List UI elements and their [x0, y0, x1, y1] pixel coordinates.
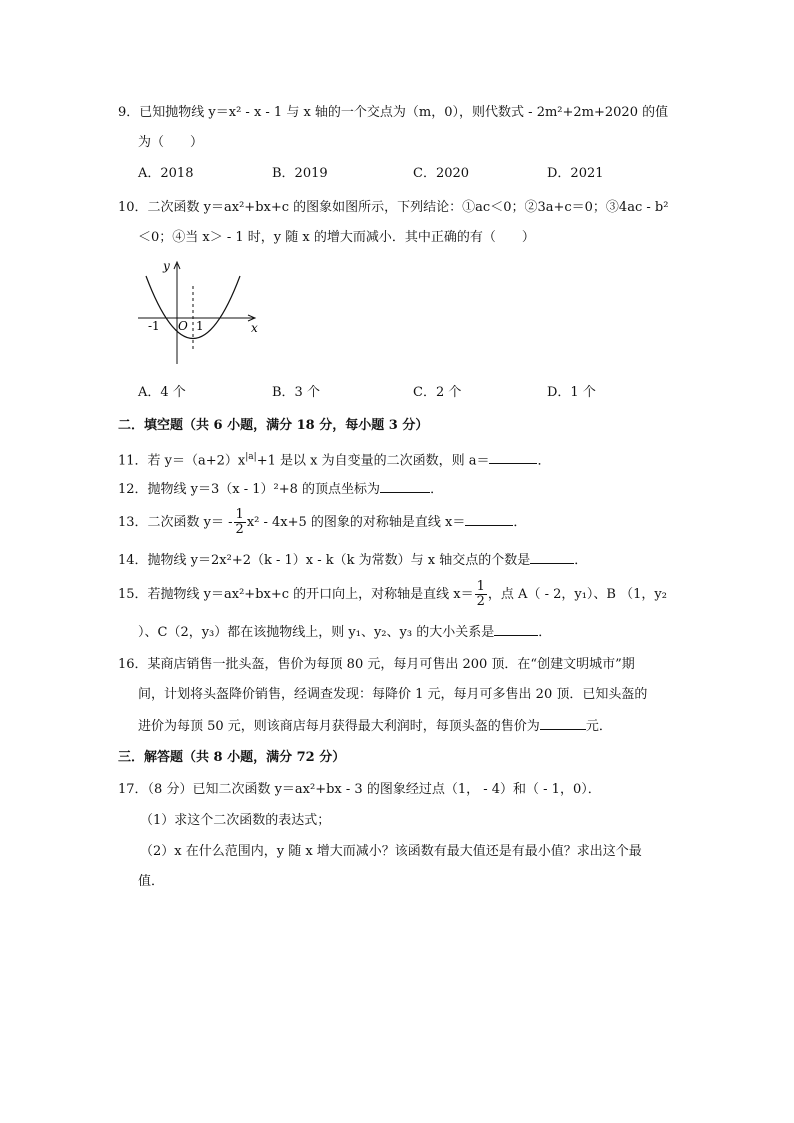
q15-frac-den: 2: [476, 594, 485, 609]
q9-line1: 9．已知抛物线 y＝x² - x - 1 与 x 轴的一个交点为（m，0），则代数式 - 2m²+2m+2020 的值: [118, 105, 669, 120]
q17-line1: 17．（8 分）已知二次函数 y＝ax²+bx - 3 的图象经过点（1， - 4）和（ - 1，0）．: [118, 782, 601, 797]
q16-line1: 16．某商店销售一批头盔，售价为每顶 80 元，每月可售出 200 顶．在“创建文明城市”期: [118, 657, 635, 672]
q11-pre: 11．若 y＝（a+2）x: [118, 453, 246, 469]
x-axis-label: x: [251, 321, 258, 335]
q17-part1: （1）求这个二次函数的表达式；: [140, 813, 331, 828]
neg-one-label: -1: [148, 319, 160, 333]
q13-answer-blank[interactable]: [465, 513, 513, 526]
q14-pre: 14．抛物线 y＝2x²+2（k - 1）x - k（k 为常数）与 x 轴交点的个数是: [118, 553, 531, 568]
q16-line2: 间，计划将头盔降价销售，经调查发现：每降价 1 元，每月可多售出 20 顶．已知头盔的: [138, 687, 648, 702]
q15-end: ．: [538, 625, 552, 640]
q16-answer-blank[interactable]: [540, 717, 586, 730]
q10-option-a: A．4 个: [138, 385, 186, 400]
q17-part2-cont: 值．: [138, 874, 165, 889]
q13-post: x² - 4x+5 的图象的对称轴是直线 x＝: [246, 515, 466, 530]
q15-line2-text: ）、C（2，y₃）都在该抛物线上，则 y₁、y₂、y₃ 的大小关系是: [138, 625, 495, 640]
q12-answer-blank[interactable]: [380, 480, 430, 493]
q9-option-a: A．2018: [138, 166, 194, 181]
q12-pre: 12．抛物线 y＝3（x - 1）²+8 的顶点坐标为: [118, 482, 381, 497]
q10-line2: ＜0；④当 x＞ - 1 时，y 随 x 的增大而减小．其中正确的有（ ）: [138, 230, 535, 245]
q11-end: ．: [537, 453, 551, 469]
q16-line3-pre: 进价为每顶 50 元，则该商店每月获得最大利润时，每顶头盔的售价为: [138, 719, 540, 734]
q14-answer-blank[interactable]: [530, 551, 574, 564]
q13-fraction: [234, 508, 246, 537]
y-axis-label: y: [163, 259, 170, 273]
q9-option-c: C．2020: [413, 166, 470, 181]
q9-option-d: D．2021: [547, 166, 604, 181]
q11: [118, 448, 551, 470]
q10-option-c: C．2 个: [413, 385, 462, 400]
q15-fraction: [475, 580, 487, 609]
q10-option-d: D．1 个: [547, 385, 596, 400]
q14: [118, 551, 587, 570]
q15-line2: [138, 623, 551, 642]
q16-line3: [138, 717, 612, 736]
section-fill-in-heading: 二．填空题（共 6 小题，满分 18 分，每小题 3 分）: [118, 418, 429, 433]
section-solution-heading: 三．解答题（共 8 小题，满分 72 分）: [118, 750, 346, 765]
q13: [118, 508, 526, 538]
q15-answer-blank[interactable]: [494, 623, 538, 636]
q12: [118, 480, 443, 499]
q12-end: ．: [430, 482, 444, 497]
q10-option-b: B．3 个: [272, 385, 320, 400]
q16-line3-end: 元．: [585, 719, 612, 734]
q9-option-b: B．2019: [272, 166, 328, 181]
one-label: 1: [196, 319, 204, 333]
q13-frac-num: 1: [235, 507, 244, 522]
q11-exponent: |a|: [245, 452, 257, 462]
q9-line2: 为（ ）: [138, 135, 204, 150]
q11-post: +1 是以 x 为自变量的二次函数，则 a＝: [256, 453, 490, 469]
q13-pre: 13．二次函数 y＝ -: [118, 515, 233, 530]
q11-answer-blank[interactable]: [489, 451, 537, 464]
q17-part2: （2）x 在什么范围内，y 随 x 增大而减小？该函数有最大值还是有最小值？求出这个最: [140, 844, 642, 859]
q13-frac-den: 2: [235, 522, 244, 537]
q15-frac-num: 1: [476, 579, 485, 594]
q15-pre: 15．若抛物线 y＝ax²+bx+c 的开口向上，对称轴是直线 x＝: [118, 587, 474, 602]
q15-line1: [118, 580, 667, 610]
q15-post: ，点 A（ - 2，y₁）、B （1，y₂: [487, 587, 667, 602]
origin-label: O: [178, 319, 188, 333]
q14-end: ．: [574, 553, 588, 568]
parabola-graph: [136, 256, 266, 366]
q10-line1: 10．二次函数 y＝ax²+bx+c 的图象如图所示，下列结论：①ac＜0；②3a+c＝0；③4ac - b²: [118, 200, 669, 215]
q13-end: ．: [513, 515, 527, 530]
